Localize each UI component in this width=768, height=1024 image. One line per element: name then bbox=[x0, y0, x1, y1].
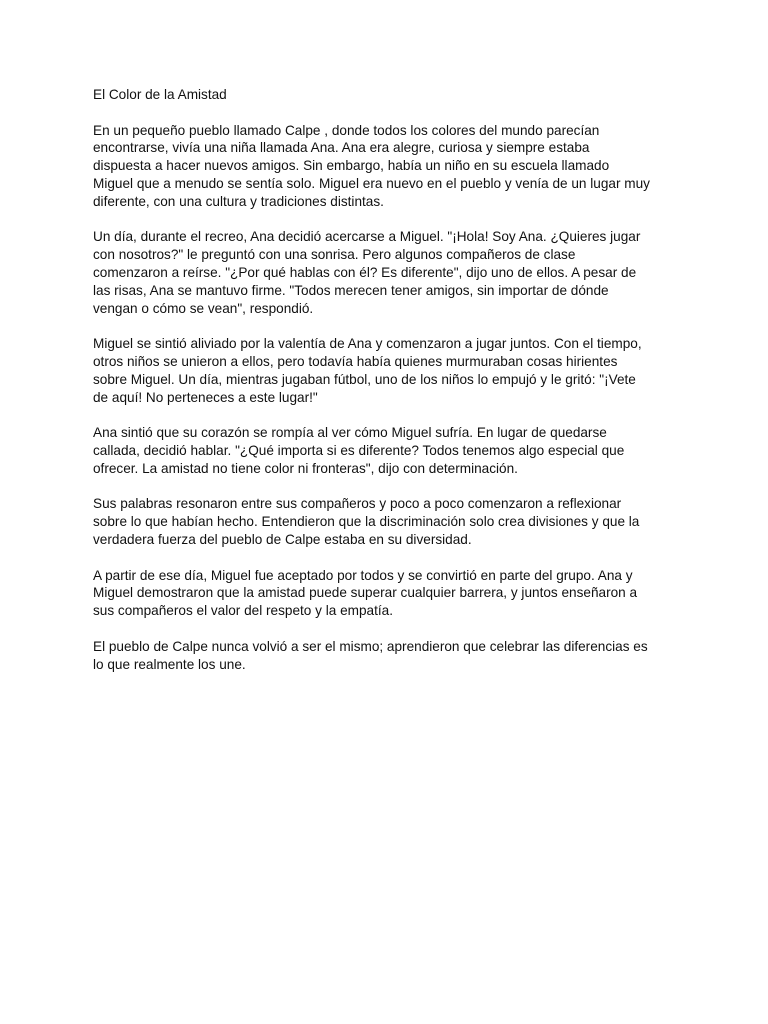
paragraph-line: Miguel que a menudo se sentía solo. Miguel era nuevo en el pueblo y venía de un lugar muy bbox=[93, 175, 650, 191]
paragraph-2 bbox=[93, 228, 683, 317]
paragraph-line: callada, decidió hablar. "¿Qué importa si es diferente? Todos tenemos algo especial que bbox=[93, 442, 625, 458]
paragraph-line: verdadera fuerza del pueblo de Calpe estaba en su diversidad. bbox=[93, 531, 472, 547]
paragraph-line: sus compañeros el valor del respeto y la empatía. bbox=[93, 603, 393, 619]
paragraph-line: En un pequeño pueblo llamado Calpe , donde todos los colores del mundo parecían bbox=[93, 122, 600, 138]
paragraph-line: las risas, Ana se mantuvo firme. "Todos merecen tener amigos, sin importar de dónde bbox=[93, 282, 609, 298]
paragraph-line: Miguel se sintió aliviado por la valentía de Ana y comenzaron a jugar juntos. Con el tiempo, bbox=[93, 336, 642, 352]
paragraph-5 bbox=[93, 495, 683, 548]
paragraph-line: dispuesta a hacer nuevos amigos. Sin embargo, había un niño en su escuela llamado bbox=[93, 158, 610, 174]
paragraph-line: Miguel demostraron que la amistad puede superar cualquier barrera, y juntos enseñaron a bbox=[93, 585, 638, 601]
paragraph-line: Un día, durante el recreo, Ana decidió acercarse a Miguel. "¡Hola! Soy Ana. ¿Quieres jugar bbox=[93, 229, 641, 245]
paragraph-3 bbox=[93, 335, 683, 406]
paragraph-line: A partir de ese día, Miguel fue aceptado por todos y se convirtió en parte del grupo. Ana y bbox=[93, 567, 633, 583]
paragraph-line: lo que realmente los une. bbox=[93, 656, 246, 672]
paragraph-line: vengan o cómo se vean", respondió. bbox=[93, 300, 314, 316]
paragraph-6 bbox=[93, 567, 683, 620]
document-title: El Color de la Amistad bbox=[93, 87, 227, 102]
paragraph-line: El pueblo de Calpe nunca volvió a ser el mismo; aprendieron que celebrar las diferencias es bbox=[93, 638, 648, 654]
paragraph-7 bbox=[93, 638, 683, 674]
paragraph-line: encontrarse, vivía una niña llamada Ana. Ana era alegre, curiosa y siempre estaba bbox=[93, 140, 590, 156]
paragraph-line: con nosotros?" le preguntó con una sonrisa. Pero algunos compañeros de clase bbox=[93, 247, 576, 263]
paragraph-line: sobre lo que habían hecho. Entendieron que la discriminación solo crea divisiones y que la bbox=[93, 514, 640, 530]
document-page bbox=[93, 86, 683, 691]
paragraph-1 bbox=[93, 122, 683, 211]
paragraph-line: otros niños se unieron a ellos, pero todavía había quienes murmuraban cosas hirientes bbox=[93, 353, 618, 369]
paragraph-line: Ana sintió que su corazón se rompía al ver cómo Miguel sufría. En lugar de quedarse bbox=[93, 425, 607, 441]
paragraph-line: diferente, con una cultura y tradiciones distintas. bbox=[93, 193, 384, 209]
paragraph-line: de aquí! No perteneces a este lugar!" bbox=[93, 389, 318, 405]
paragraph-4 bbox=[93, 424, 683, 477]
paragraph-line: Sus palabras resonaron entre sus compañeros y poco a poco comenzaron a reflexionar bbox=[93, 496, 622, 512]
paragraph-line: sobre Miguel. Un día, mientras jugaban fútbol, uno de los niños lo empujó y le gritó: "¡Vete bbox=[93, 371, 636, 387]
paragraph-line: comenzaron a reírse. "¿Por qué hablas con él? Es diferente", dijo uno de ellos. A pesar de bbox=[93, 264, 637, 280]
paragraph-line: ofrecer. La amistad no tiene color ni fronteras", dijo con determinación. bbox=[93, 460, 518, 476]
